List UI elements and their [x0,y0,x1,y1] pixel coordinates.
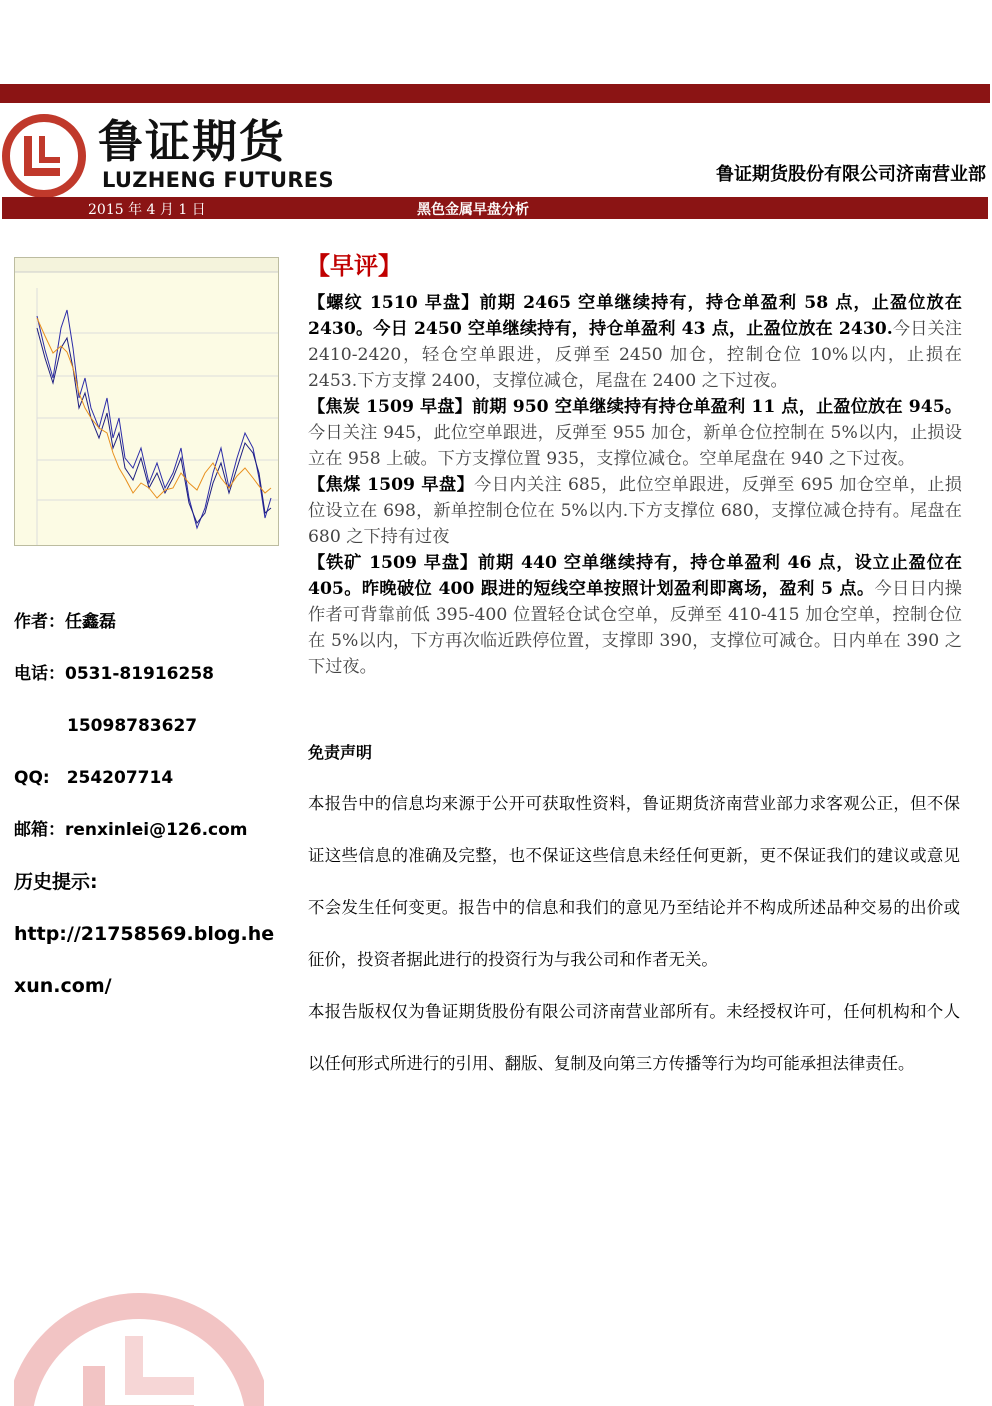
review-item [308,290,962,394]
disclaimer-title: 免责声明 [308,743,373,762]
luzheng-logo-icon [2,114,86,198]
author-email: 邮箱：renxinlei@126.com [14,820,248,840]
header-top-bar [0,84,990,103]
price-chart-image [14,257,279,546]
author-name: 作者：任鑫磊 [14,612,116,632]
review-item [308,394,962,472]
history-link[interactable]: http://21758569.blog.hexun.com/ [14,923,275,997]
review-item-text: 今日日内操作者可背靠前低 395-400 位置轻仓试仓空单，反弹至 410-415 加仓空单，控制仓位在 5%以内，下方再次临近跌停位置，支撑即 390，支撑位可减仓。日内单在 390 之下过夜。 [308,579,962,677]
author-qq: QQ: 254207714 [14,768,174,788]
disclaimer-paragraph: 本报告中的信息均来源于公开可获取性资料，鲁证期货济南营业部力求客观公正，但不保证这些信息的准确及完整，也不保证这些信息未经任何更新，更不保证我们的建议或意见不会发生任何变更。报告中的信息和我们的意见乃至结论并不构成所述品种交易的出价或征价，投资者据此进行的投资行为与我公司和作者无关。 [308,794,960,969]
review-item-bold: 【焦炭 1509 早盘】前期 950 空单继续持有持仓单盈利 11 点，止盈位放在 945。 [308,397,962,417]
report-title: 黑色金属早盘分析 [417,202,529,218]
author-info [14,596,294,1012]
brand-name-en: LUZHENG FUTURES [102,168,334,192]
review-item-text: 今日内关注 685，此位空单跟进，反弹至 695 加仓空单，止损位设立在 698，新单控制仓位在 5%以内.下方支撑位 680，支撑位减仓持有。尾盘在 680 之下持有过夜 [308,475,962,547]
review-item-bold: 【铁矿 1509 早盘】前期 440 空单继续持有，持仓单盈利 46 点，设立止盈位在 405。昨晚破位 400 跟进的短线空单按照计划盈利即离场，盈利 5 点。 [308,553,962,599]
review-item [308,550,962,680]
brand-name-cn: 鲁证期货 [98,115,287,168]
author-phone: 电话：0531-81916258 [14,664,214,684]
review-item-bold: 【焦煤 1509 早盘】 [308,475,475,495]
report-date: 2015 年 4 月 1 日 [88,202,206,218]
logo-watermark-icon [14,1276,264,1406]
review-heading: 【早评】 [306,251,402,280]
author-mobile: 15098783627 [67,716,198,736]
company-name: 鲁证期货股份有限公司济南营业部 [716,164,986,185]
review-item-text: 今日关注 2410-2420，轻仓空单跟进，反弹至 2450 加仓，控制仓位 10%以内，止损在 2453.下方支撑 2400，支撑位减仓，尾盘在 2400 之下过夜。 [308,319,962,391]
review-item-bold: 【螺纹 1510 早盘】前期 2465 空单继续持有，持仓单盈利 58 点，止盈位放在 2430。今日 2450 空单继续持有，持仓单盈利 43 点，止盈位放在 2430. [308,293,962,339]
disclaimer-body [308,778,960,1090]
review-item-text: 今日关注 945，此位空单跟进，反弹至 955 加仓，新单仓位控制在 5%以内，止损设立在 958 上破。下方支撑位置 935，支撑位减仓。空单尾盘在 940 之下过夜。 [308,423,962,469]
history-label: 历史提示: [14,871,98,893]
disclaimer-paragraph: 本报告版权仅为鲁证期货股份有限公司济南营业部所有。未经授权许可，任何机构和个人以任何形式所进行的引用、翻版、复制及向第三方传播等行为均可能承担法律责任。 [308,1002,960,1073]
review-body [308,290,962,680]
price-chart-graphic [15,258,278,545]
review-item [308,472,962,550]
